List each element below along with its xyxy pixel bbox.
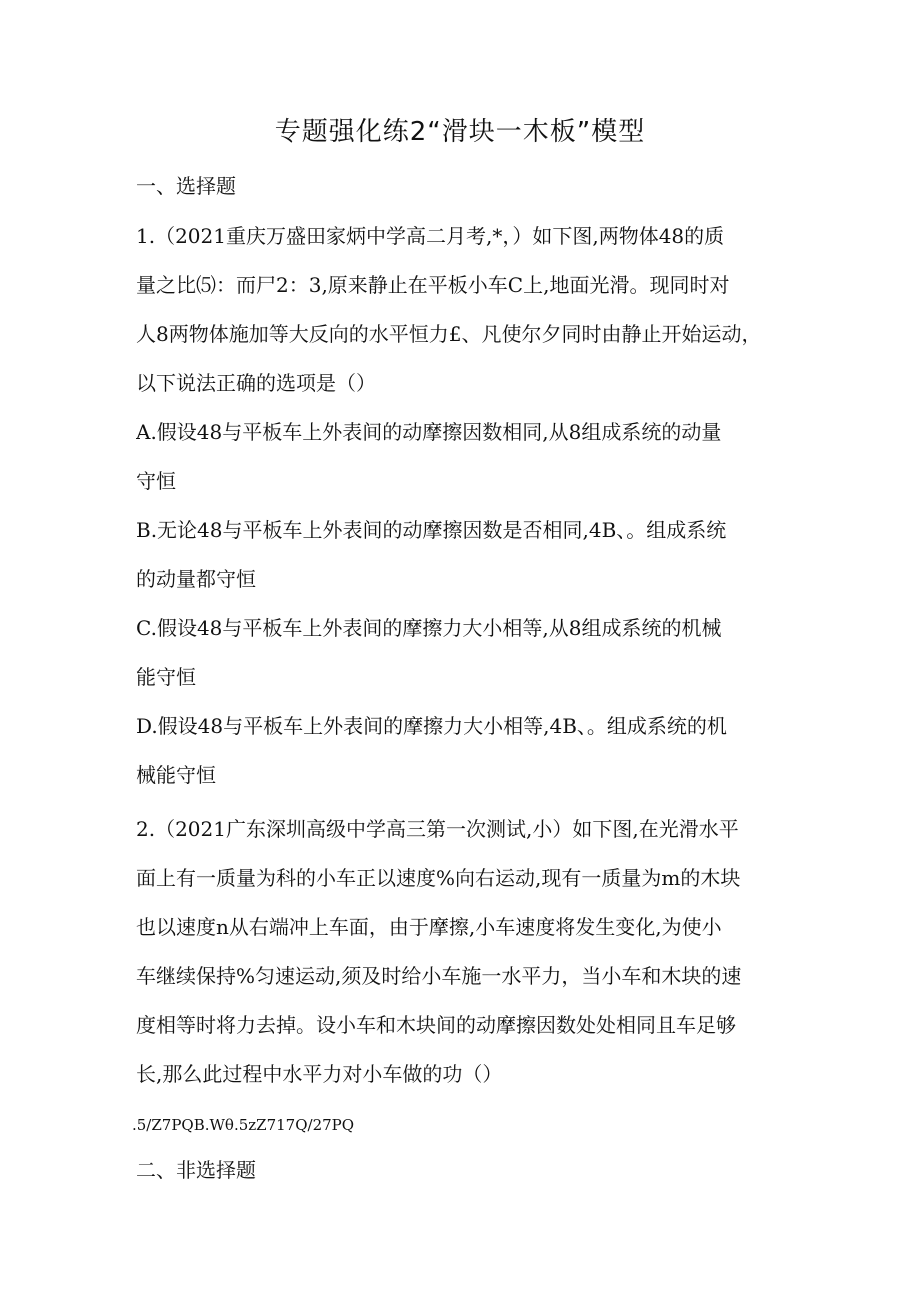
- question-1-line: 人8两物体施加等大反向的水平恒力£、凡使尔夕同时由静止开始运动，: [136, 322, 762, 346]
- option-d-line: D.假设48与平板车上外表间的摩擦力大小相等,4B、。组成系统的机: [136, 714, 727, 738]
- question-2-line: 长,那么此过程中水平力对小车做的功（）: [136, 1062, 503, 1086]
- question-1-line: 以下说法正确的选项是（）: [136, 371, 376, 395]
- section-heading-non-choice: 二、非选择题: [136, 1158, 256, 1182]
- document-title: 专题强化练2“滑块一木板”模型: [274, 117, 646, 147]
- question-1-line: 量之比⑸：而尸2：3,原来静止在平板小车C上,地面光滑。现同时对: [136, 273, 730, 297]
- question-2-line: 车继续保持%匀速运动,须及时给小车施一水平力，当小车和木块的速: [136, 964, 742, 988]
- question-2-line: 2.（2021广东深圳高级中学高三第一次测试,小）如下图,在光滑水平: [136, 817, 739, 841]
- question-2-line: 也以速度n从右端冲上车面，由于摩擦,小车速度将发生变化,为使小: [136, 915, 722, 939]
- option-b-line: 的动量都守恒: [136, 567, 256, 591]
- question-1-line: 1.（2021重庆万盛田家炳中学高二月考,*，）如下图,两物体48的质: [136, 224, 725, 248]
- option-b-line: B.无论48与平板车上外表间的动摩擦因数是否相同,4B、。组成系统: [136, 518, 727, 542]
- section-heading-choice: 一、选择题: [136, 174, 236, 198]
- option-c-line: 能守恒: [136, 665, 196, 689]
- question-2-line: 度相等时将力去掉。设小车和木块间的动摩擦因数处处相同且车足够: [136, 1013, 736, 1037]
- option-d-line: 械能守恒: [136, 763, 216, 787]
- option-a-line: 守恒: [136, 469, 176, 493]
- option-a-line: A.假设48与平板车上外表间的动摩擦因数相同,从8组成系统的动量: [136, 420, 722, 444]
- question-2-line: 面上有一质量为科的小车正以速度%向右运动,现有一质量为m的木块: [136, 866, 741, 890]
- question-2-options: .5/Z7PQB.Wθ.5zZ717Q/27PQ: [132, 1116, 355, 1134]
- option-c-line: C.假设48与平板车上外表间的摩擦力大小相等,从8组成系统的机械: [136, 616, 722, 640]
